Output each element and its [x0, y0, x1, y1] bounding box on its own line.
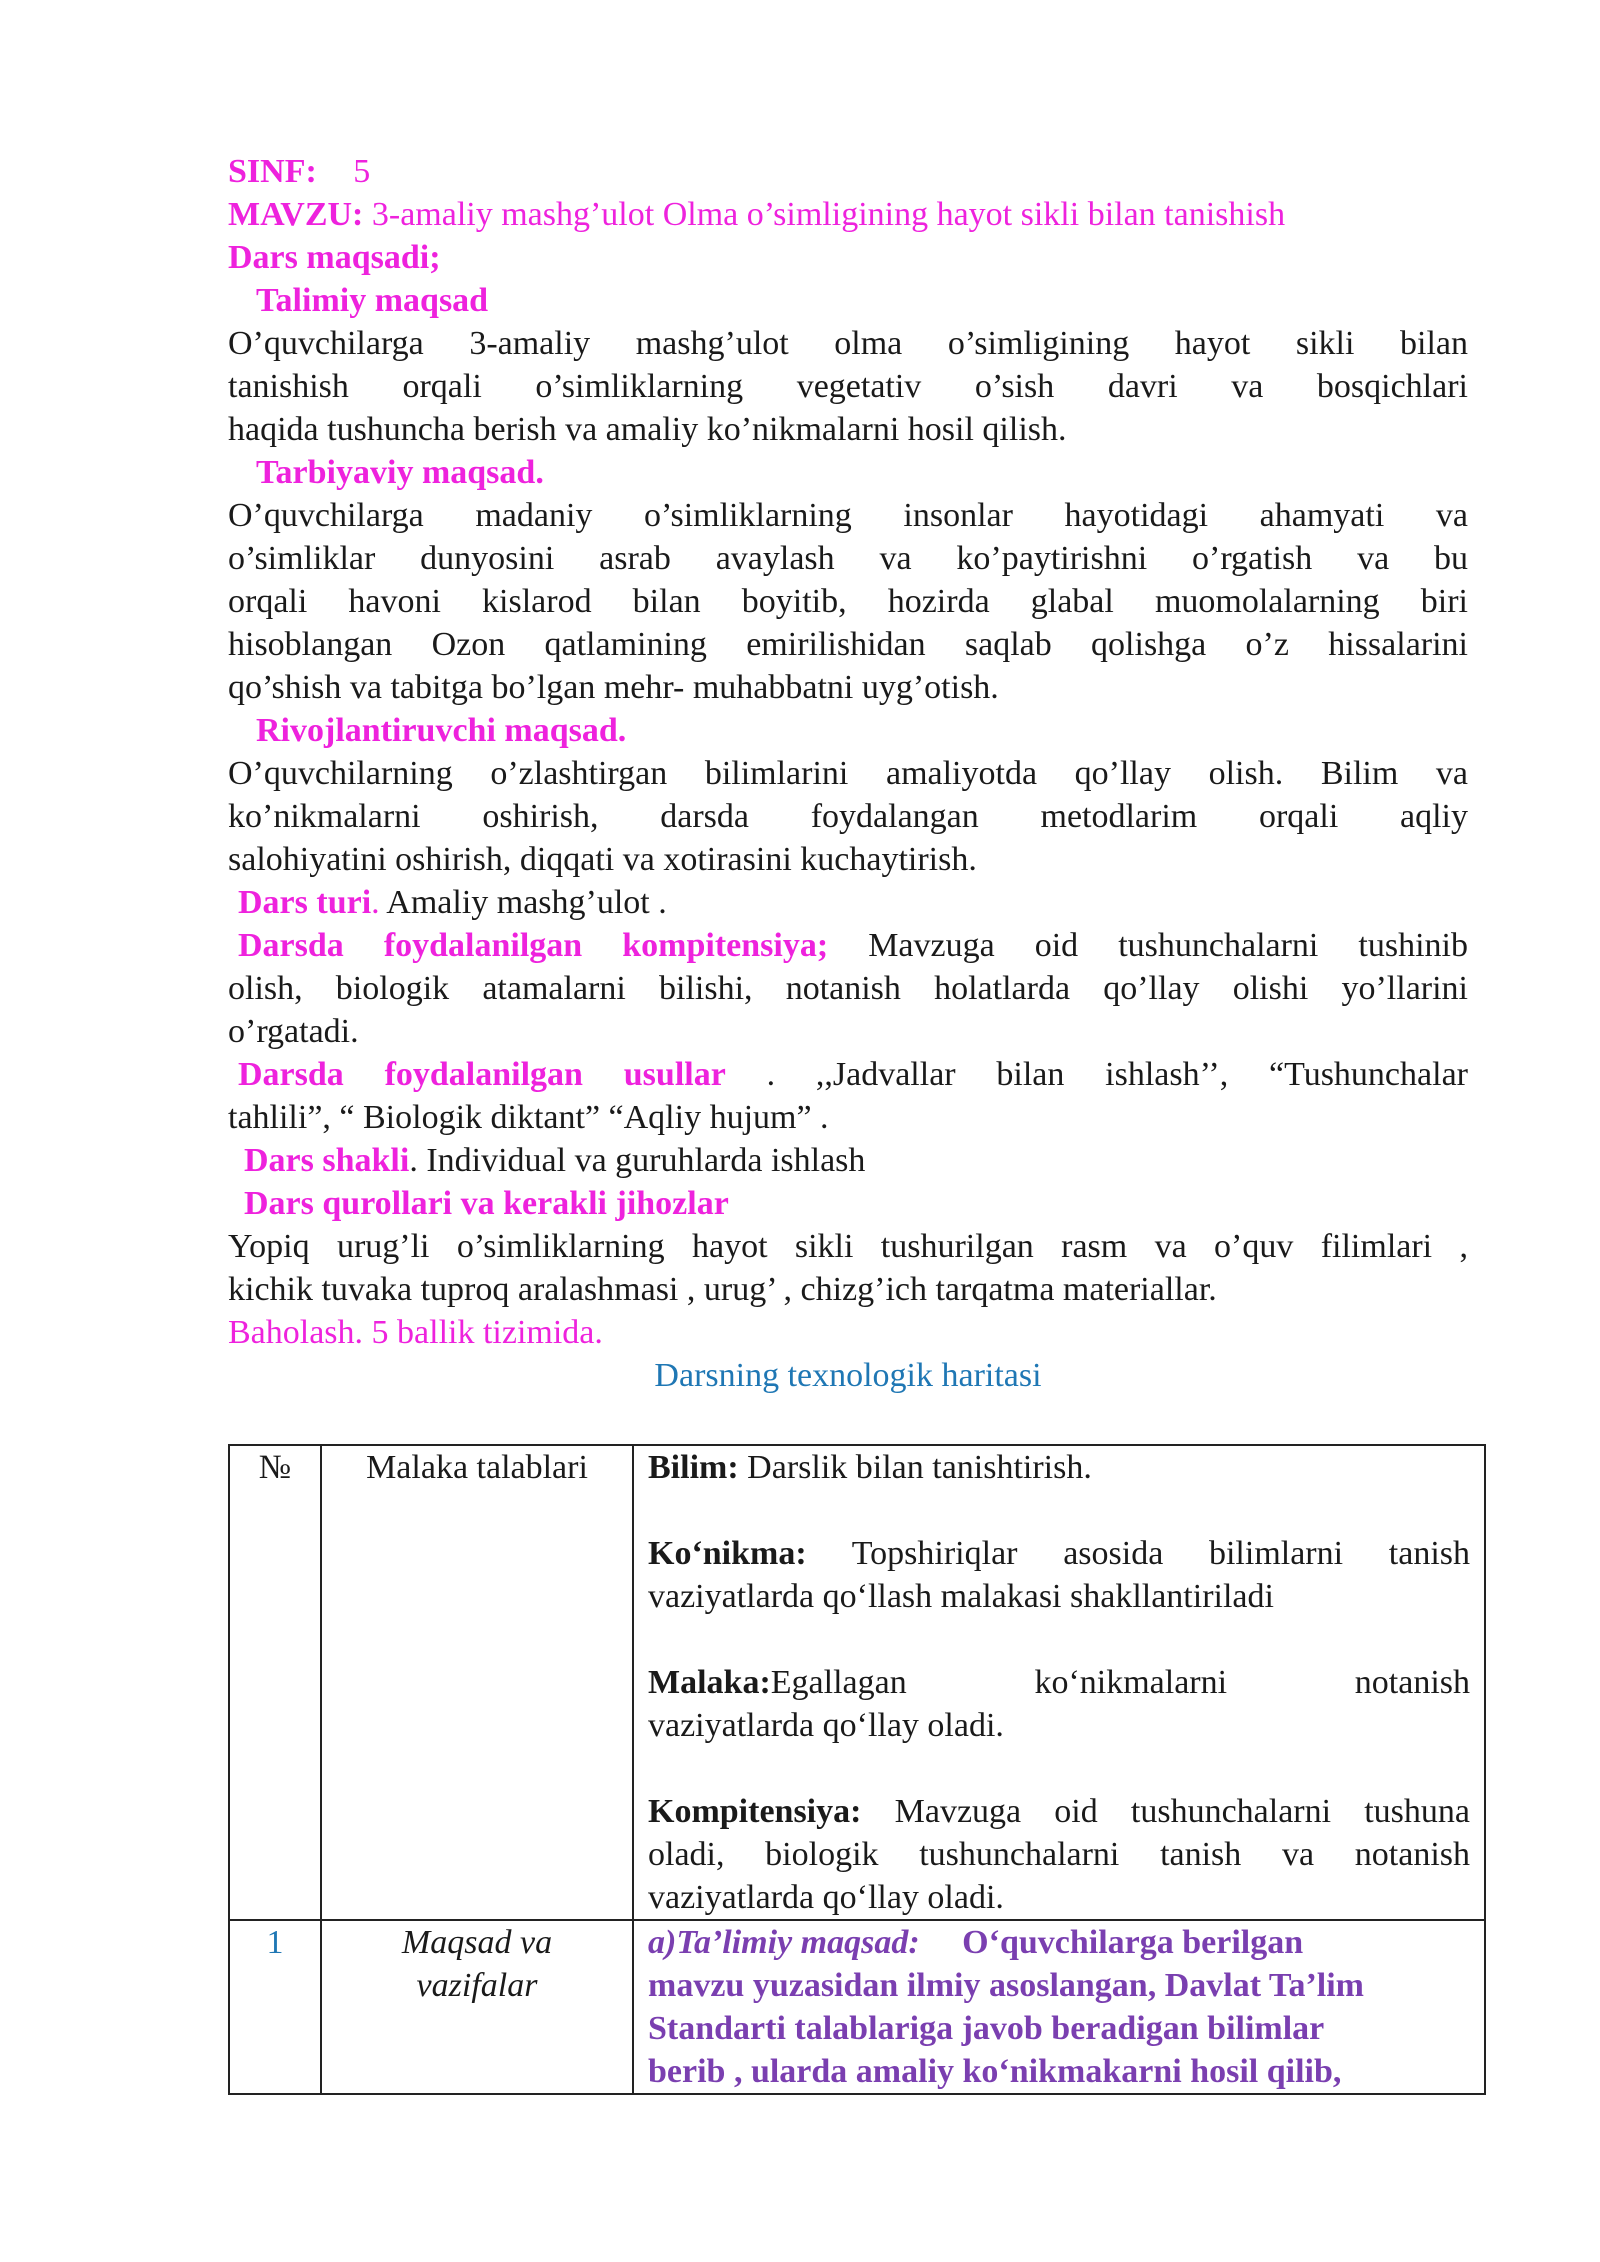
tarbiyaviy-heading: Tarbiyaviy maqsad.: [256, 454, 544, 491]
row1-line-1: [648, 1921, 1470, 1964]
row1-malaka-line-2: vazifalar: [416, 1967, 538, 2004]
kompitensiya-line-2: olish, biologik atamalarni bilishi, notanish holatlarda qo’llay olishi yo’llarini: [228, 970, 1468, 1007]
row1-no: 1: [266, 1924, 284, 1961]
technology-map-table: [228, 1444, 1486, 2095]
rivojlantiruvchi-line-3: salohiyatini oshirish, diqqati va xotirasini kuchaytirish.: [228, 841, 977, 878]
rivojlantiruvchi-heading-line: [228, 709, 1468, 752]
mavzu-label: MAVZU:: [228, 196, 364, 233]
shakli-line: [228, 1139, 1468, 1182]
tarbiyaviy-line-5: qo’shish va tabitga bo’lgan mehr- muhabbatni uyg’otish.: [228, 669, 999, 706]
dars-maqsadi-heading: Dars maqsadi;: [228, 239, 441, 276]
kompitensiya-cell-label: Kompitensiya:: [648, 1793, 862, 1830]
qurollar-line-1: Yopiq urug’li o’simliklarning hayot sikli tushurilgan rasm va o’quv filimlari ,: [228, 1228, 1468, 1265]
header-malaka: Malaka talablari: [366, 1449, 588, 1486]
row1-line-4: berib , ularda amaliy ko‘nikmakarni hosil qilib,: [648, 2053, 1342, 2090]
row1-desc-cell: [633, 1920, 1485, 2094]
kompitensiya-line-1: [228, 924, 1468, 967]
sinf-value: 5: [353, 153, 371, 190]
mavzu-line: [228, 193, 1468, 236]
qurollar-line-2: kichik tuvaka tuproq aralashmasi , urug’ , chizg’ich tarqatma materiallar.: [228, 1271, 1217, 1308]
sinf-line: [228, 150, 1468, 193]
row1-line-3: Standarti talablariga javob beradigan bilimlar: [648, 2010, 1325, 2047]
konikma-line-1: [648, 1532, 1470, 1575]
kompitensiya-cell-text-1: Mavzuga oid tushunchalarni tushuna: [861, 1793, 1470, 1830]
kompitensiya-cell-line-2: oladi, biologik tushunchalarni tanish va notanish: [648, 1836, 1470, 1873]
dars-turi-dot: .: [371, 884, 380, 921]
rivojlantiruvchi-line-1: O’quvchilarning o’zlashtirgan bilimlarini amaliyotda qo’llay olish. Bilim va: [228, 755, 1468, 792]
table-row: [229, 1445, 1485, 1920]
bilim-label: Bilim:: [648, 1449, 739, 1486]
sinf-label: SINF:: [228, 153, 317, 190]
header-no: №: [258, 1449, 292, 1486]
tarbiyaviy-line-1: O’quvchilarga madaniy o’simliklarning insonlar hayotidagi ahamyati va: [228, 497, 1468, 534]
qurollar-heading: Dars qurollari va kerakli jihozlar: [244, 1185, 729, 1222]
dars-turi-text: Amaliy mashg’ulot .: [379, 884, 667, 921]
row1-no-cell: [229, 1920, 321, 2094]
rivojlantiruvchi-heading: Rivojlantiruvchi maqsad.: [256, 712, 627, 749]
talimiy-heading-line: [228, 279, 1468, 322]
row1-line-2: mavzu yuzasidan ilmiy asoslangan, Davlat Ta’lim: [648, 1967, 1365, 2004]
tarbiyaviy-line-3: orqali havoni kislarod bilan boyitib, hozirda glabal muomolalarning biri: [228, 583, 1468, 620]
usullar-label: Darsda foydalanilgan usullar: [238, 1056, 726, 1093]
malaka-line-1: [648, 1661, 1470, 1704]
baholash-line: Baholash. 5 ballik tizimida.: [228, 1314, 603, 1351]
talimiy-line-2: tanishish orqali o’simliklarning vegetativ o’sish davri va bosqichlari: [228, 368, 1468, 405]
table-title: Darsning texnologik haritasi: [654, 1357, 1042, 1394]
dars-turi-label: Dars turi: [238, 884, 372, 921]
dars-turi-line: [228, 881, 1468, 924]
usullar-line-1: [228, 1053, 1468, 1096]
row1-malaka-cell: [321, 1920, 633, 2094]
malaka-line-2: vaziyatlarda qo‘llay oladi.: [648, 1707, 1004, 1744]
talimiy-line-3: haqida tushuncha berish va amaliy ko’nikmalarni hosil qilish.: [228, 411, 1067, 448]
dars-maqsadi-line: [228, 236, 1468, 279]
bilim-line: [648, 1446, 1470, 1489]
tarbiyaviy-heading-line: [228, 451, 1468, 494]
talimiy-heading: Talimiy maqsad: [256, 282, 489, 319]
kompitensiya-cell-line-3: vaziyatlarda qo‘llay oladi.: [648, 1879, 1004, 1916]
row1-label: a)Ta’limiy maqsad:: [648, 1924, 920, 1961]
shakli-label: Dars shakli: [244, 1142, 410, 1179]
row1-text-1: O‘quvchilarga berilgan: [919, 1924, 1304, 1961]
talimiy-line-1: O’quvchilarga 3-amaliy mashg’ulot olma o’simligining hayot sikli bilan: [228, 325, 1468, 362]
konikma-text-1: Topshiriqlar asosida bilimlarni tanish: [806, 1535, 1470, 1572]
shakli-text: . Individual va guruhlarda ishlash: [409, 1142, 866, 1179]
row1-malaka-line-1: Maqsad va: [401, 1924, 553, 1961]
header-no-cell: [229, 1445, 321, 1920]
kompitensiya-text-1: Mavzuga oid tushunchalarni tushinib: [828, 927, 1468, 964]
document-body: [228, 150, 1468, 1397]
rivojlantiruvchi-line-2: ko’nikmalarni oshirish, darsda foydalangan metodlarim orqali aqliy: [228, 798, 1468, 835]
malaka-label: Malaka:: [648, 1664, 771, 1701]
malaka-text-1: Egallagan ko‘nikmalarni notanish: [770, 1664, 1470, 1701]
table-row: [229, 1920, 1485, 2094]
kompitensiya-label: Darsda foydalanilgan kompitensiya;: [238, 927, 829, 964]
requirements-cell: [633, 1445, 1485, 1920]
tarbiyaviy-line-4: hisoblangan Ozon qatlamining emirilishidan saqlab qolishga o’z hissalarini: [228, 626, 1468, 663]
qurollar-heading-line: [228, 1182, 1468, 1225]
konikma-label: Ko‘nikma:: [648, 1535, 807, 1572]
mavzu-text: 3-amaliy mashg’ulot Olma o’simligining hayot sikli bilan tanishish: [363, 196, 1286, 233]
tarbiyaviy-line-2: o’simliklar dunyosini asrab avaylash va ko’paytirishni o’rgatish va bu: [228, 540, 1468, 577]
header-malaka-cell: [321, 1445, 633, 1920]
bilim-text: Darslik bilan tanishtirish.: [738, 1449, 1092, 1486]
kompitensiya-line-3: o’rgatadi.: [228, 1013, 359, 1050]
usullar-line-2: tahlili”, “ Biologik diktant” “Aqliy hujum” .: [228, 1099, 829, 1136]
kompitensiya-cell-line-1: [648, 1790, 1470, 1833]
konikma-line-2: vaziyatlarda qo‘llash malakasi shakllantiriladi: [648, 1578, 1274, 1615]
usullar-text-1: . ,,Jadvallar bilan ishlash’’, “Tushunchalar: [725, 1056, 1468, 1093]
